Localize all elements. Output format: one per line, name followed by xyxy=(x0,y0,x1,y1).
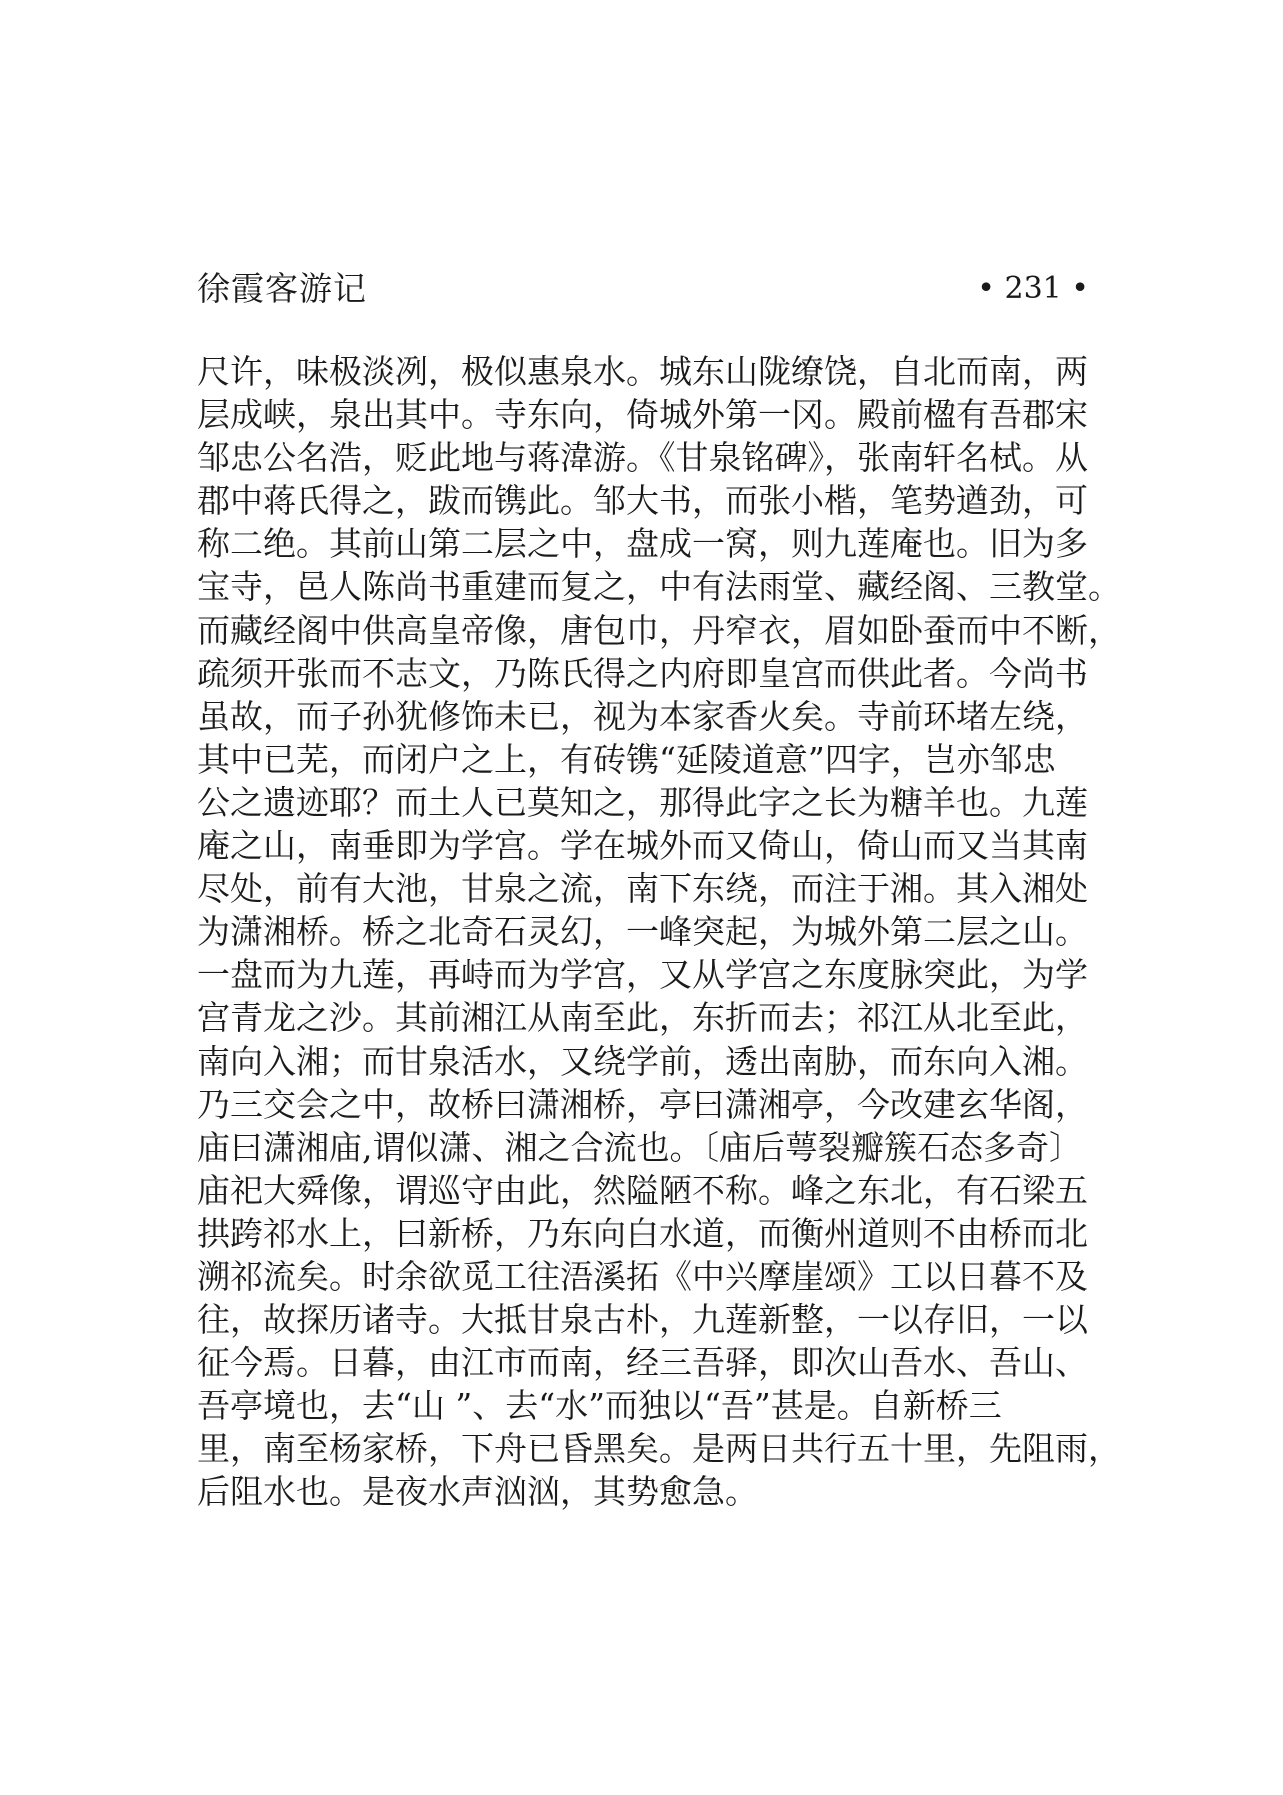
text-line: 庙祀大舜像，谓巡守由此，然隘陋不称。峰之东北，有石梁五 xyxy=(197,1170,1088,1210)
text-line: 郡中蒋氏得之，跋而镌此。邹大书，而张小楷，笔势遒劲，可 xyxy=(197,481,1088,521)
text-line: 疏须开张而不志文，乃陈氏得之内府即皇宫而供此者。今尚书 xyxy=(197,653,1088,693)
body-text xyxy=(197,350,1121,1514)
text-line: 虽故，而子孙犹修饰未已，视为本家香火矣。寺前环堵左绕， xyxy=(197,696,1088,736)
text-line: 尺许，味极淡冽，极似惠泉水。城东山陇缭饶，自北而南，两 xyxy=(197,352,1088,391)
text-line: 邹忠公名浩，贬此地与蒋湋游。《甘泉铭碑》，张南轩名栻。从 xyxy=(197,438,1088,478)
text-line: 乃三交会之中，故桥曰潇湘桥，亭曰潇湘亭，今改建玄华阁， xyxy=(197,1084,1088,1124)
text-line: 庙曰潇湘庙,谓似潇、湘之合流也。〔庙后萼裂瓣簇石态多奇〕 xyxy=(197,1127,1082,1167)
text-line: 而藏经阁中供高皇帝像，唐包巾，丹窄衣，眉如卧蚕而中不断， xyxy=(197,610,1121,650)
text-line: 其中已芜，而闭户之上，有砖镌“延陵道意”四字，岂亦邹忠 xyxy=(197,739,1056,779)
text-line: 尽处，前有大池，甘泉之流，南下东绕，而注于湘。其入湘处 xyxy=(197,869,1088,909)
text-line: 为潇湘桥。桥之北奇石灵幻，一峰突起，为城外第二层之山。 xyxy=(197,912,1088,952)
page-number: • 231 • xyxy=(977,271,1089,306)
text-line: 公之遗迹耶？而土人已莫知之，那得此字之长为糖羊也。九莲 xyxy=(197,782,1088,822)
text-line: 拱跨祁水上，曰新桥，乃东向白水道，而衡州道则不由桥而北 xyxy=(197,1213,1088,1253)
page-header xyxy=(197,268,1089,310)
text-line: 吾亭境也，去“山 ”、去“水”而独以“吾”甚是。自新桥三 xyxy=(197,1386,1002,1426)
text-line: 里，南至杨家桥，下舟已昏黑矣。是两日共行五十里，先阻雨， xyxy=(197,1429,1121,1469)
text-line: 宫青龙之沙。其前湘江从南至此，东折而去；祁江从北至此， xyxy=(197,998,1088,1038)
text-line: 层成峡，泉出其中。寺东向，倚城外第一冈。殿前楹有吾郡宋 xyxy=(197,395,1088,435)
text-line: 称二绝。其前山第二层之中，盘成一窝，则九莲庵也。旧为多 xyxy=(197,524,1088,564)
running-title: 徐霞客游记 xyxy=(197,269,367,308)
text-line: 庵之山，南垂即为学宫。学在城外而又倚山，倚山而又当其南 xyxy=(197,826,1088,866)
text-line: 溯祁流矣。时余欲觅工往浯溪拓《中兴摩崖颂》工以日暮不及 xyxy=(197,1256,1088,1296)
text-line: 一盘而为九莲，再峙而为学宫，又从学宫之东度脉突此，为学 xyxy=(197,955,1088,995)
text-line: 后阻水也。是夜水声汹汹，其势愈急。 xyxy=(197,1472,758,1512)
text-line: 宝寺，邑人陈尚书重建而复之，中有法雨堂、藏经阁、三教堂。 xyxy=(197,567,1121,607)
text-line: 南向入湘；而甘泉活水，又绕学前，透出南胁，而东向入湘。 xyxy=(197,1041,1088,1081)
text-line: 征今焉。日暮，由江市而南，经三吾驿，即次山吾水、吾山、 xyxy=(197,1343,1088,1383)
text-line: 往，故探历诸寺。大抵甘泉古朴，九莲新整，一以存旧，一以 xyxy=(197,1300,1088,1340)
